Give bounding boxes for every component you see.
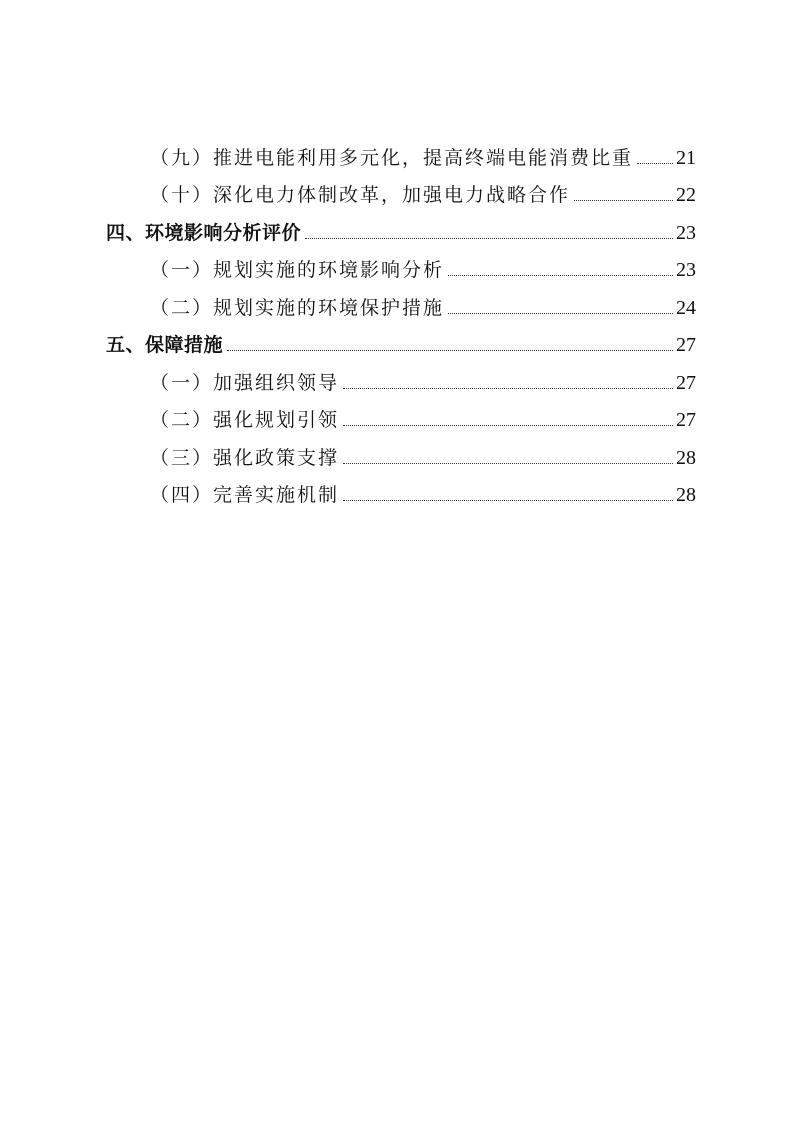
toc-entry-title: （四）完善实施机制 (150, 484, 340, 506)
toc-entry-5-3[interactable] (150, 442, 696, 470)
toc-dot-leader (227, 350, 673, 351)
toc-dot-leader (637, 163, 673, 164)
toc-entry-title: （十）深化电力体制改革，加强电力战略合作 (150, 184, 571, 206)
toc-dot-leader (305, 238, 673, 239)
toc-page-number: 24 (676, 297, 696, 319)
toc-entry-title: （九）推进电能利用多元化，提高终端电能消费比重 (150, 147, 634, 169)
toc-entry-title: （一）规划实施的环境影响分析 (150, 259, 445, 281)
toc-section-title: 五、保障措施 (106, 334, 224, 356)
toc-page-number: 27 (676, 334, 696, 356)
toc-dot-leader (448, 275, 673, 276)
toc-entry-4-2[interactable] (150, 292, 696, 320)
toc-entry-5-1[interactable] (150, 367, 696, 395)
toc-entry-title: （三）强化政策支撑 (150, 447, 340, 469)
toc-entry-5-2[interactable] (150, 404, 696, 432)
toc-dot-leader (343, 463, 673, 464)
toc-section-title: 四、环境影响分析评价 (106, 222, 302, 244)
toc-entry-10[interactable] (150, 179, 696, 207)
toc-page-number: 27 (676, 372, 696, 394)
toc-page-number: 28 (676, 484, 696, 506)
toc-page-number: 23 (676, 222, 696, 244)
toc-section-4[interactable] (106, 217, 696, 245)
toc-entry-title: （二）强化规划引领 (150, 409, 340, 431)
toc-dot-leader (574, 200, 673, 201)
toc-dot-leader (343, 425, 673, 426)
toc-page-number: 28 (676, 447, 696, 469)
toc-dot-leader (448, 313, 673, 314)
toc-page-number: 22 (676, 184, 696, 206)
toc-entry-title: （一）加强组织领导 (150, 372, 340, 394)
toc-page-number: 23 (676, 259, 696, 281)
toc-entry-4-1[interactable] (150, 254, 696, 282)
toc-page-number: 27 (676, 409, 696, 431)
toc-dot-leader (343, 500, 673, 501)
toc-section-5[interactable] (106, 329, 696, 357)
toc-dot-leader (343, 388, 673, 389)
toc-entry-title: （二）规划实施的环境保护措施 (150, 297, 445, 319)
toc-entry-9[interactable] (150, 142, 696, 170)
toc-page-number: 21 (676, 147, 696, 169)
toc-entry-5-4[interactable] (150, 479, 696, 507)
